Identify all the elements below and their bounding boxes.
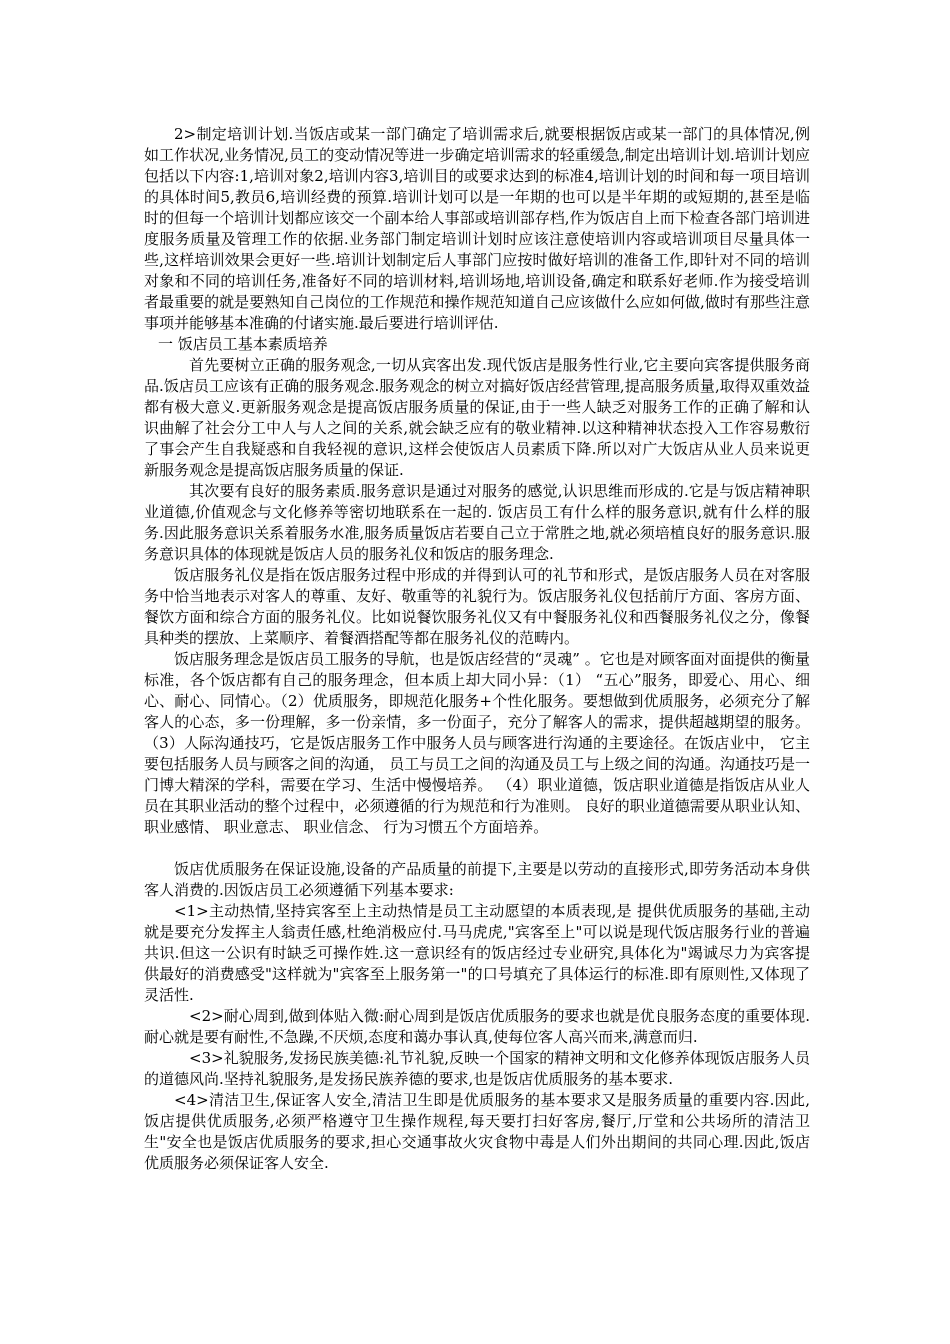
paragraph-gap	[144, 838, 810, 859]
paragraph-requirement-4: <4>清洁卫生,保证客人安全,清洁卫生即是优质服务的基本要求又是服务质量的重要内容.因此,饭店提供优质服务,必须严格遵守卫生操作规程,每天要打扫好客房,餐厅,厅堂和公共场所的清洁卫生"安全也是饭店优质服务的要求,担心交通事故火灾食物中毒是人们外出期间的共同心理.因此,饭店优质服务必须保证客人安全.	[144, 1091, 810, 1172]
paragraph-quality-service-intro: 饭店优质服务在保证设施,设备的产品质量的前提下,主要是以劳动的直接形式,即劳务活动本身供客人消费的.因饭店员工必须遵循下列基本要求:	[144, 860, 810, 899]
paragraph-service-etiquette: 饭店服务礼仪是指在饭店服务过程中形成的并得到认可的礼节和形式，是饭店服务人员在对客服务中恰当地表示对客人的尊重、友好、敬重等的礼貌行为。饭店服务礼仪包括前厅方面、客房方面、餐饮方面和综合方面的服务礼仪。比如说餐饮服务礼仪又有中餐服务礼仪和西餐服务礼仪之分，像餐具种类的摆放、上菜顺序、着餐酒搭配等都在服务礼仪的范畴内。	[144, 566, 810, 647]
paragraph-service-philosophy: 饭店服务理念是饭店员工服务的导航，也是饭店经营的“灵魂” 。它也是对顾客面对面提供的衡量标准，各个饭店都有自己的服务理念，但本质上却大同小异：（1） “五心”服务，即爱心、用心、细心、耐心、同情心。（2）优质服务，即规范化服务+个性化服务。要想做到优质服务，必须充分了解客人的心态，多一份理解，多一份亲情，多一份面子，充分了解客人的需求，提供超越期望的服务。 （3）人际沟通技巧，它是饭店服务工作中服务人员与顾客进行沟通的主要途径。在饭店业中， 它主要包括服务人员与顾客之间的沟通， 员工与员工之间的沟通及员工与上级之间的沟通。沟通技巧是一门博大精深的学科，需要在学习、生活中慢慢培养。 （4）职业道德，饭店职业道德是指饭店从业人员在其职业活动的整个过程中，必须遵循的行为规范和行为准则。 良好的职业道德需要从职业认知、 职业感情、 职业意志、 职业信念、 行为习惯五个方面培养。	[144, 650, 810, 836]
section-heading: 一 饭店员工基本素质培养	[158, 335, 328, 353]
paragraph-requirement-2: <2>耐心周到,做到体贴入微:耐心周到是饭店优质服务的要求也就是优良服务态度的重要体现.耐心就是要有耐性,不急躁,不厌烦,态度和蔼办事认真,使每位客人高兴而来,满意而归.	[144, 1007, 810, 1046]
paragraph-service-quality: 其次要有良好的服务素质.服务意识是通过对服务的感觉,认识思维而形成的.它是与饭店精神职业道德,价值观念与文化修养等密切地联系在一起的. 饭店员工有什么样的服务意识,就有什么样的服务.因此服务意识关系着服务水准,服务质量饭店若要自己立于常胜之地,就必须培植良好的服务意识.服务意识具体的体现就是饭店人员的服务礼仪和饭店的服务理念.	[144, 482, 810, 563]
paragraph-requirement-3: <3>礼貌服务,发扬民族美德:礼节礼貌,反映一个国家的精神文明和文化修养体现饭店服务人员的道德风尚.坚持礼貌服务,是发扬民族养德的要求,也是饭店优质服务的基本要求.	[144, 1049, 810, 1088]
document-body	[144, 124, 810, 1174]
paragraph-training-plan: 2>制定培训计划.当饭店或某一部门确定了培训需求后,就要根据饭店或某一部门的具体情况,例如工作状况,业务情况,员工的变动情况等进一步确定培训需求的轻重缓急,制定出培训计划.培训计划应包括以下内容:1,培训对象2,培训内容3,培训目的或要求达到的标准4,培训计划的时间和每一项目培训的具体时间5,教员6,培训经费的预算.培训计划可以是一年期的也可以是半年期的或短期的,甚至是临时的但每一个培训计划都应该交一个副本给人事部或培训部存档,作为饭店自上而下检查各部门培训进度服务质量及管理工作的依据.业务部门制定培训计划时应该注意使培训内容或培训项目尽量具体一些,这样培训效果会更好一些.培训计划制定后人事部门应按时做好培训的准备工作,即针对不同的培训对象和不同的培训任务,准备好不同的培训材料,培训场地,培训设备,确定和联系好老师.作为接受培训者最重要的就是要熟知自己岗位的工作规范和操作规范知道自己应该做什么应如何做,做时有那些注意事项并能够基本准确的付诸实施.最后要进行培训评估.	[144, 125, 810, 332]
paragraph-requirement-1: <1>主动热情,坚持宾客至上主动热情是员工主动愿望的本质表现,是 提供优质服务的基础,主动就是要充分发挥主人翁责任感,杜绝消极应付.马马虎虎,"宾客至上"可以说是现代饭店服务行业的普遍共识.但这一公识有时缺乏可操作姓.这一意识经有的饭店经过专业研究,具体化为"竭诚尽力为宾客提供最好的消费感受"这样就为"宾客至上服务第一"的口号填充了具体运行的标准.即有原则性,又体现了灵活性.	[144, 902, 810, 1004]
paragraph-service-concept: 首先要树立正确的服务观念,一切从宾客出发.现代饭店是服务性行业,它主要向宾客提供服务商品.饭店员工应该有正确的服务观念.服务观念的树立对搞好饭店经营管理,提高服务质量,取得双重效益都有极大意义.更新服务观念是提高饭店服务质量的保证,由于一些人缺乏对服务工作的正确了解和认识曲解了社会分工中人与人之间的关系,就会缺乏应有的敬业精神.以这种精神状态投入工作容易敷衍了事会产生自我疑惑和自我轻视的意识,这样会使饭店人员素质下降.所以对广大饭店从业人员来说更新服务观念是提高饭店服务质量的保证.	[144, 356, 810, 479]
